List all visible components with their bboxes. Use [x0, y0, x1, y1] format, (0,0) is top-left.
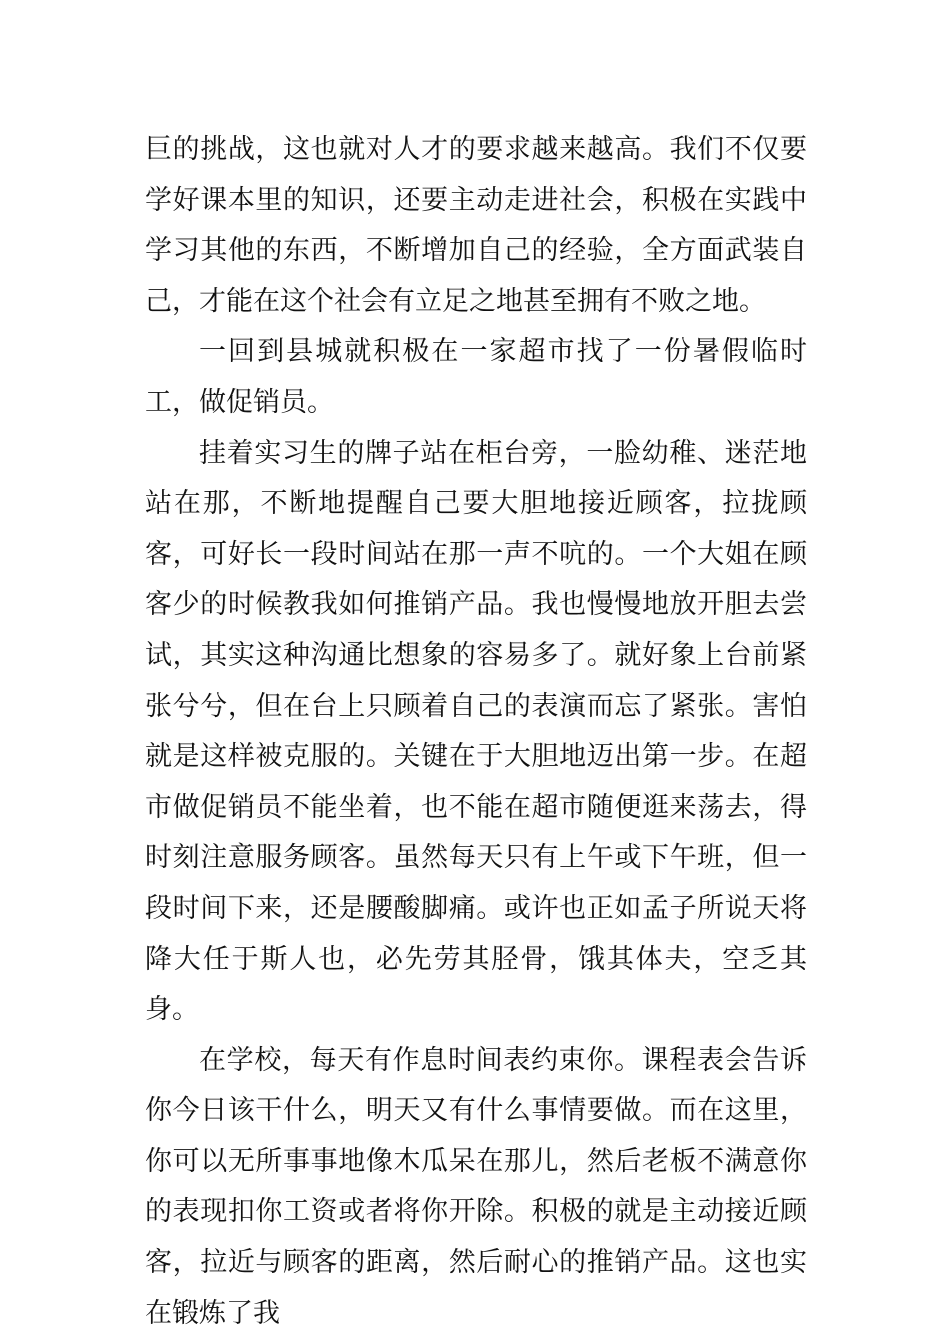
paragraph-1: 巨的挑战，这也就对人才的要求越来越高。我们不仅要学好课本里的知识，还要主动走进社会，积极在实践中学习其他的东西，不断增加自己的经验，全方面武装自己，才能在这个社会有立足之地甚至拥有不败之地。	[145, 134, 807, 317]
paragraph-2: 一回到县城就积极在一家超市找了一份暑假临时工，做促销员。	[145, 336, 807, 418]
paragraph-4: 在学校，每天有作息时间表约束你。课程表会告诉你今日该干什么，明天又有什么事情要做。而在这里，你可以无所事事地像木瓜呆在那儿，然后老板不满意你的表现扣你工资或者将你开除。积极的就是主动接近顾客，拉近与顾客的距离，然后耐心的推销产品。这也实在锻炼了我	[145, 1044, 807, 1329]
body-text	[145, 125, 807, 1339]
paragraph-3: 挂着实习生的牌子站在柜台旁，一脸幼稚、迷茫地站在那，不断地提醒自己要大胆地接近顾客，拉拢顾客，可好长一段时间站在那一声不吭的。一个大姐在顾客少的时候教我如何推销产品。我也慢慢地放开胆去尝试，其实这种沟通比想象的容易多了。就好象上台前紧张兮兮，但在台上只顾着自己的表演而忘了紧张。害怕就是这样被克服的。关键在于大胆地迈出第一步。在超市做促销员不能坐着，也不能在超市随便逛来荡去，得时刻注意服务顾客。虽然每天只有上午或下午班，但一段时间下来，还是腰酸脚痛。或许也正如孟子所说天将降大任于斯人也，必先劳其胫骨，饿其体夫，空乏其身。	[145, 437, 807, 1026]
